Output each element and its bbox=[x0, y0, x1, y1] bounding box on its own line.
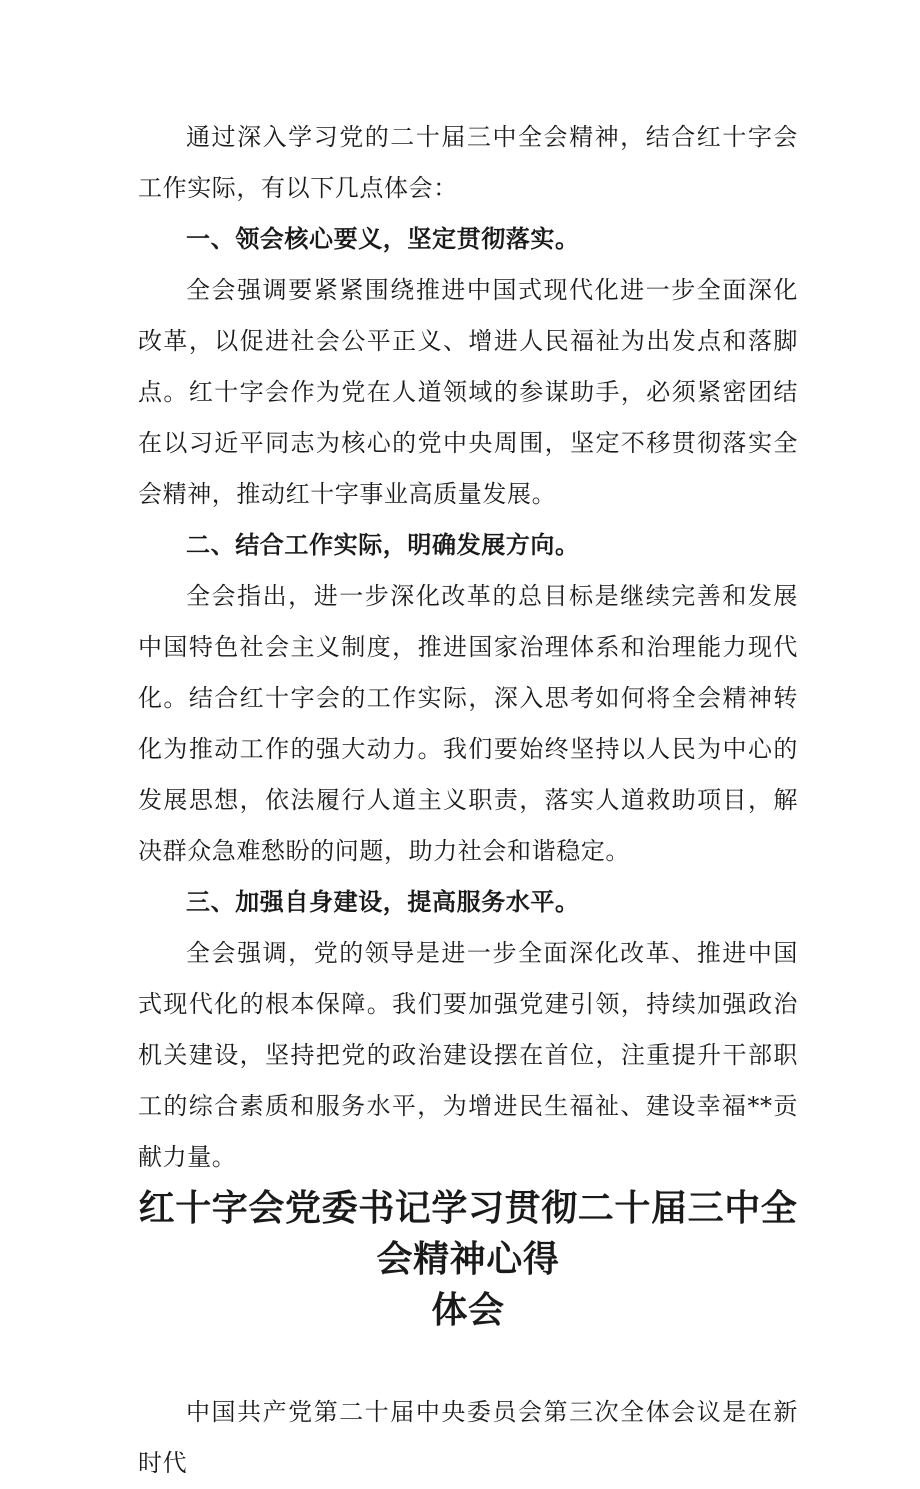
section-body-3: 全会强调，党的领导是进一步全面深化改革、推进中国式现代化的根本保障。我们要加强党建引领，持续加强政治机关建设，坚持把党的政治建设摆在首位，注重提升干部职工的综合素质和服务水平，为增进民生福祉、建设幸福**贡献力量。 bbox=[138, 939, 798, 1171]
article-title bbox=[138, 1183, 798, 1336]
section-heading-1: 一、领会核心要义，坚定贯彻落实。 bbox=[186, 225, 580, 253]
article-title-line-2: 体会 bbox=[431, 1290, 505, 1331]
section-heading-3: 三、加强自身建设，提高服务水平。 bbox=[186, 888, 580, 916]
section-body-2: 全会指出，进一步深化改革的总目标是继续完善和发展中国特色社会主义制度，推进国家治理体系和治理能力现代化。结合红十字会的工作实际，深入思考如何将全会精神转化为推动工作的强大动力。我们要始终坚持以人民为中心的发展思想，依法履行人道主义职责，落实人道救助项目，解决群众急难愁盼的问题，助力社会和谐稳定。 bbox=[138, 582, 798, 865]
section-heading-2: 二、结合工作实际，明确发展方向。 bbox=[186, 531, 580, 559]
spacer bbox=[138, 1336, 798, 1387]
section-body-1: 全会强调要紧紧围绕推进中国式现代化进一步全面深化改革，以促进社会公平正义、增进人民福祉为出发点和落脚点。红十字会作为党在人道领域的参谋助手，必须紧密团结在以习近平同志为核心的党中央周围，坚定不移贯彻落实全会精神，推动红十字事业高质量发展。 bbox=[138, 276, 798, 508]
document-content bbox=[138, 112, 798, 1489]
intro-paragraph: 通过深入学习党的二十届三中全会精神，结合红十字会工作实际，有以下几点体会： bbox=[138, 123, 798, 202]
article-title-line-1: 红十字会党委书记学习贯彻二十届三中全会精神心得 bbox=[138, 1188, 798, 1280]
article-first-paragraph: 中国共产党第二十届中央委员会第三次全体会议是在新时代 bbox=[138, 1398, 798, 1477]
